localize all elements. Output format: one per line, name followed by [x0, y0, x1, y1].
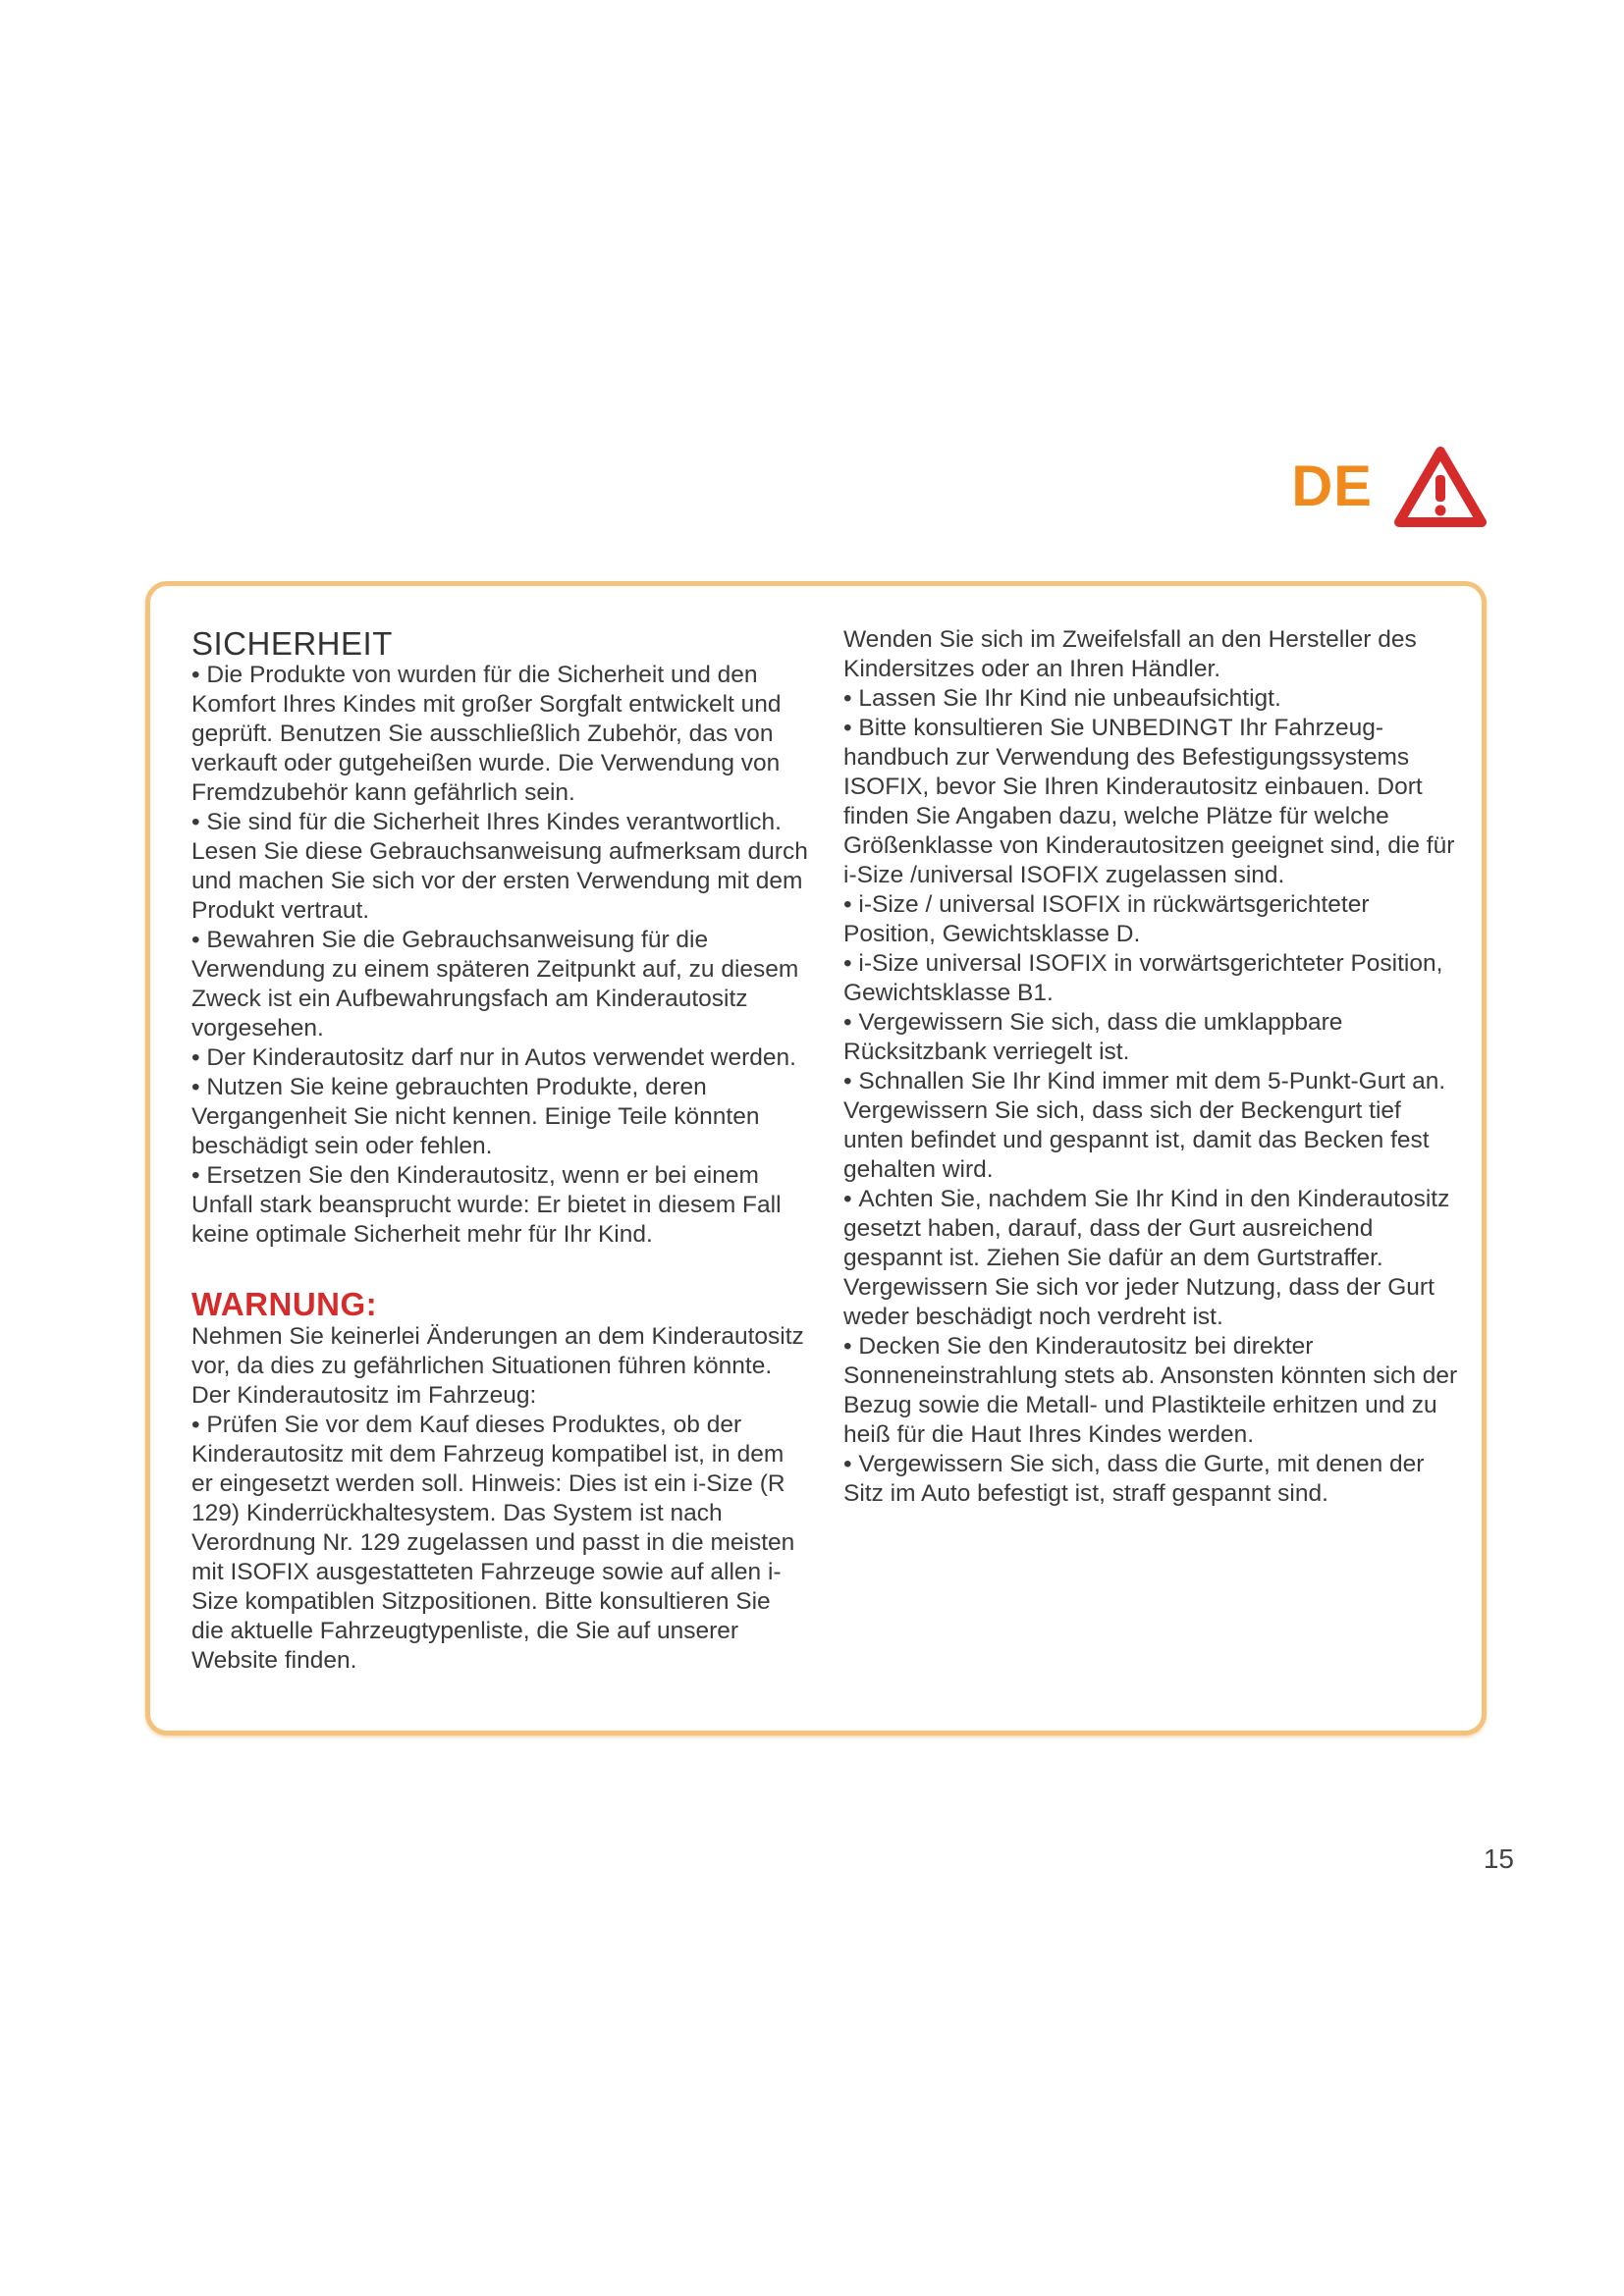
warning-triangle-icon: [1394, 446, 1487, 528]
warning-item: • Schnallen Sie Ihr Kind immer mit dem 5-Punkt-Gurt an. Vergewissern Sie sich, dass sich der Beckengurt tief unten befindet und gespannt ist, damit das Becken fest gehalten wird.: [843, 1067, 1458, 1185]
warning-item: • Lassen Sie Ihr Kind nie unbeaufsichtigt.: [843, 684, 1458, 714]
warning-item-compatibility: • Prüfen Sie vor dem Kauf dieses Produktes, ob der Kinderautositz mit dem Fahrzeug kompatibel ist, in dem er eingesetzt werden soll. Hinweis: Dies ist ein i-Size (R 129) Kinderrückhaltesystem. Das System ist nach Verordnung Nr. 129 zugelassen und passt in die meisten mit ISOFIX ausgestatteten Fahrzeuge sowie auf allen i-Size kompatiblen Sitzpositionen. Bitte konsultieren Sie die aktuelle Fahrzeugtypenliste, die Sie auf unserer Website finden.: [191, 1411, 808, 1676]
warning-item: • Achten Sie, nachdem Sie Ihr Kind in den Kinderautositz gesetzt haben, darauf, dass der Gurt ausreichend gespannt ist. Ziehen Sie dafür an dem Gurtstraffer. Vergewissern Sie sich vor jeder Nutzung, dass der Gurt weder beschädigt noch verdreht ist.: [843, 1185, 1458, 1332]
warning-heading: WARNUNG:: [191, 1286, 378, 1322]
warning-item: • Vergewissern Sie sich, dass die Gurte, mit denen der Sitz im Auto befestigt ist, straff gespannt sind.: [843, 1450, 1458, 1509]
page-number: 15: [1483, 1843, 1514, 1874]
right-column: [843, 625, 1458, 1509]
warning-item: • Decken Sie den Kinderautositz bei direkter Sonneneinstrahlung stets ab. Ansonsten könnten sich der Bezug sowie die Metall- und Plastikteile erhitzen und zu heiß für die Haut Ihres Kindes werden.: [843, 1332, 1458, 1450]
safety-item: • Sie sind für die Sicherheit Ihres Kindes verantwortlich. Lesen Sie diese Gebrauchsanweisung aufmerksam durch und machen Sie sich vor der ersten Verwendung mit dem Produkt vertraut.: [191, 808, 808, 926]
language-code: DE: [1291, 454, 1373, 518]
warning-item: • i-Size universal ISOFIX in vorwärtsgerichteter Position, Gewichtsklasse B1.: [843, 949, 1458, 1008]
warning-item: • Vergewissern Sie sich, dass die umklappbare Rücksitzbank verriegelt ist.: [843, 1008, 1458, 1067]
warning-continuation: Wenden Sie sich im Zweifelsfall an den Hersteller des Kindersitzes oder an Ihren Händler.: [843, 626, 1417, 682]
language-header: [1291, 446, 1487, 528]
safety-item: • Nutzen Sie keine gebrauchten Produkte, deren Vergangenheit Sie nicht kennen. Einige Teile könnten beschädigt sein oder fehlen.: [191, 1073, 808, 1161]
warning-intro: Nehmen Sie keinerlei Änderungen an dem Kinderautositz vor, da dies zu gefährlichen Situationen führen könnte. Der Kinderautositz im Fahrzeug:: [191, 1323, 804, 1409]
safety-heading: SICHERHEIT: [191, 625, 393, 662]
safety-item: • Bewahren Sie die Gebrauchsanweisung für die Verwendung zu einem späteren Zeitpunkt auf, zu diesem Zweck ist ein Aufbewahrungsfach am Kinderautositz vorgesehen.: [191, 926, 808, 1043]
left-column: [191, 625, 808, 1676]
safety-item: • Der Kinderautositz darf nur in Autos verwendet werden.: [191, 1043, 808, 1073]
warning-item: • i-Size / universal ISOFIX in rückwärtsgerichteter Position, Gewichtsklasse D.: [843, 890, 1458, 949]
warning-item: • Bitte konsultieren Sie UNBEDINGT Ihr Fahrzeug-handbuch zur Verwendung des Befestigungssystems ISOFIX, bevor Sie Ihren Kinderautositz einbauen. Dort finden Sie Angaben dazu, welche Plätze für welche Größenklasse von Kinderautositzen geeignet sind, die für i-Size /universal ISOFIX zugelassen sind.: [843, 714, 1458, 890]
safety-instructions-box: [145, 581, 1487, 1735]
safety-item: • Die Produkte von wurden für die Sicherheit und den Komfort Ihres Kindes mit großer Sorgfalt entwickelt und geprüft. Benutzen Sie ausschließlich Zubehör, das von verkauft oder gutgeheißen wurde. Die Verwendung von Fremdzubehör kann gefährlich sein.: [191, 661, 808, 808]
safety-item: • Ersetzen Sie den Kinderautositz, wenn er bei einem Unfall stark beansprucht wurde: Er bietet in diesem Fall keine optimale Sicherheit mehr für Ihr Kind.: [191, 1161, 808, 1250]
